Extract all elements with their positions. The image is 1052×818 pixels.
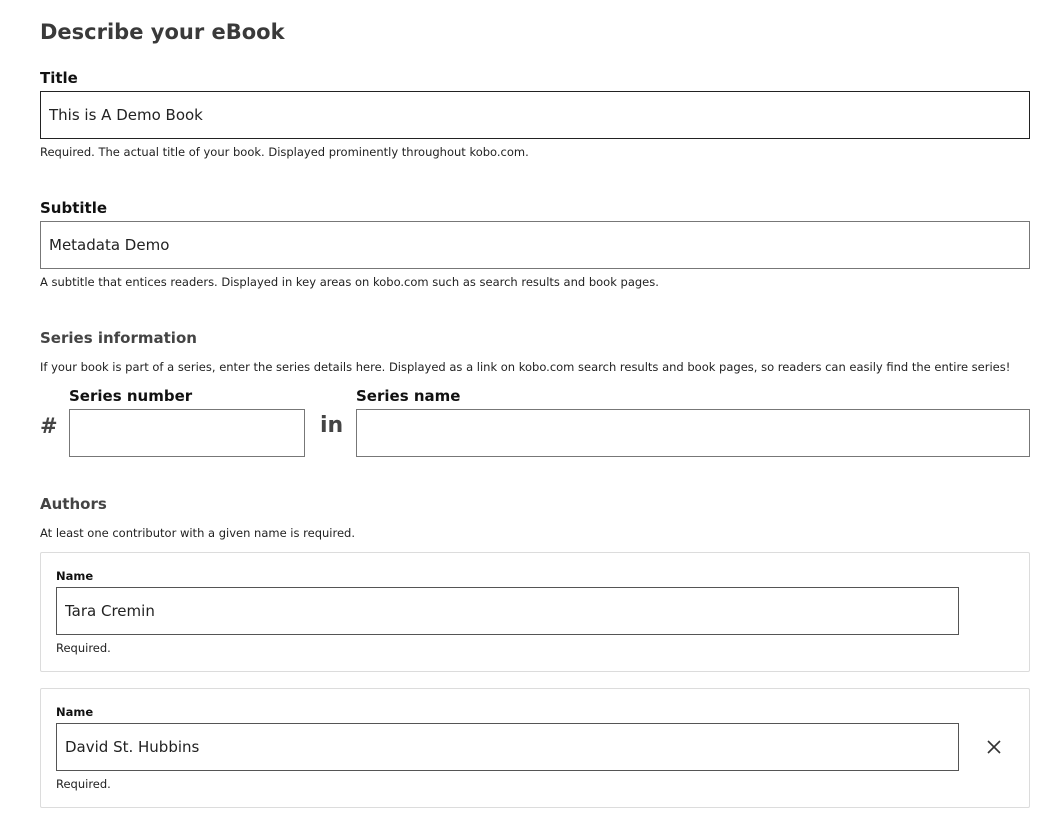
series-number-label: Series number [69, 387, 193, 405]
author-help-text: Required. [56, 777, 111, 791]
series-connector: in [320, 413, 344, 438]
series-heading: Series information [40, 329, 197, 347]
author-card [40, 552, 1030, 672]
title-input[interactable] [40, 91, 1030, 139]
title-help-text: Required. The actual title of your book. Displayed prominently throughout kobo.com. [40, 145, 529, 159]
author-name-input[interactable] [56, 587, 959, 635]
series-number-prefix: # [40, 414, 58, 438]
subtitle-help-text: A subtitle that entices readers. Displayed in key areas on kobo.com such as search results and book pages. [40, 275, 659, 289]
series-help-text: If your book is part of a series, enter the series details here. Displayed as a link on kobo.com search results and book pages, so readers can easily find the entire series! [40, 360, 1011, 374]
author-name-label: Name [56, 705, 94, 719]
authors-heading: Authors [40, 495, 107, 513]
subtitle-label: Subtitle [40, 199, 108, 217]
series-name-label: Series name [356, 387, 461, 405]
author-name-label: Name [56, 569, 94, 583]
author-help-text: Required. [56, 641, 111, 655]
series-number-input[interactable] [69, 409, 305, 457]
remove-author-button[interactable] [981, 734, 1007, 760]
authors-help-text: At least one contributor with a given name is required. [40, 526, 355, 540]
subtitle-input[interactable] [40, 221, 1030, 269]
title-label: Title [40, 69, 78, 87]
close-icon [986, 739, 1002, 755]
page-title: Describe your eBook [40, 20, 285, 44]
author-card [40, 688, 1030, 808]
series-name-input[interactable] [356, 409, 1030, 457]
author-name-input[interactable] [56, 723, 959, 771]
